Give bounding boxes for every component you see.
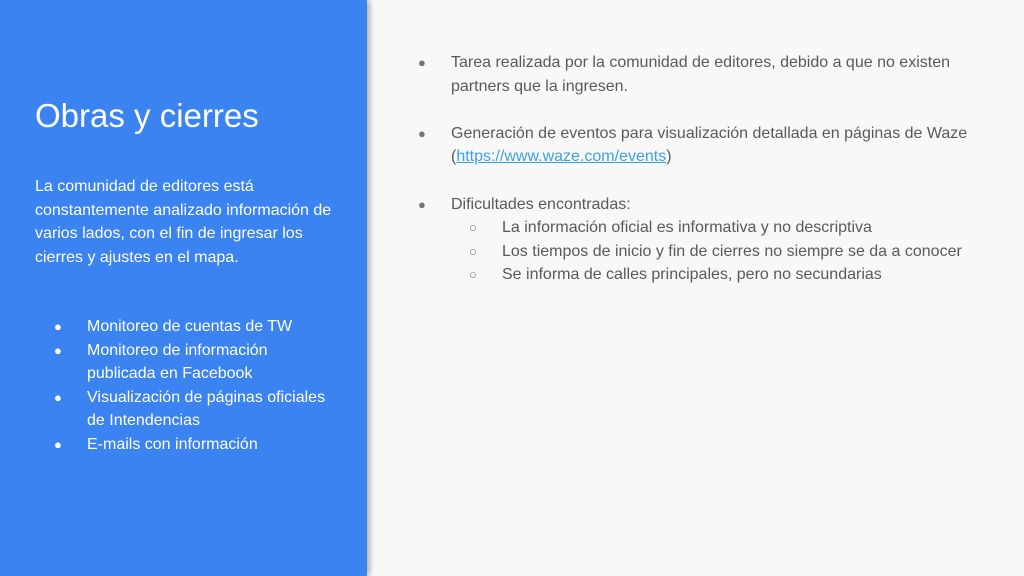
list-item	[35, 386, 335, 433]
sub-list-item	[451, 263, 998, 287]
list-item	[418, 122, 998, 169]
bullet-icon: ●	[54, 319, 62, 334]
list-item-text: Monitoreo de información publicada en Facebook	[87, 341, 268, 383]
slide-title: Obras y cierres	[35, 97, 259, 134]
bullet-icon: ●	[54, 436, 62, 452]
list-item	[418, 51, 998, 98]
bullet-icon: ●	[54, 389, 62, 405]
sub-list-item-text: Los tiempos de inicio y fin de cierres no siempre se da a conocer	[502, 242, 962, 260]
hollow-bullet-icon: ○	[469, 220, 477, 236]
sub-bullet-list	[451, 216, 998, 287]
waze-events-link[interactable]: https://www.waze.com/events	[456, 148, 667, 166]
bullet-icon: ●	[418, 55, 426, 70]
hollow-bullet-icon: ○	[469, 243, 477, 259]
hollow-bullet-icon: ○	[469, 267, 477, 283]
list-item-text: Monitoreo de cuentas de TW	[87, 318, 293, 335]
sub-list-item-text: Se informa de calles principales, pero no secundarias	[502, 266, 882, 284]
sub-list-item	[451, 240, 998, 264]
sub-list-item	[451, 216, 998, 240]
list-item-text-before-link: Generación de eventos para visualización detallada en páginas de Waze (	[451, 124, 968, 166]
list-item-text: Visualización de páginas oficiales de Intendencias	[87, 388, 326, 430]
left-panel	[0, 0, 367, 576]
intro-paragraph: La comunidad de editores está constantemente analizado información de varios lados, con el fin de ingresar los cierres y ajustes en el mapa.	[35, 178, 332, 266]
list-item-text: E-mails con información	[87, 435, 258, 453]
list-item-text: Tarea realizada por la comunidad de editores, debido a que no existen partners que la ingresen.	[451, 54, 950, 95]
bullet-icon: ●	[418, 196, 426, 212]
right-bullet-list	[418, 51, 998, 311]
list-item-text-after-link: )	[666, 148, 672, 166]
list-item	[35, 433, 335, 457]
sub-list-item-text: La información oficial es informativa y no descriptiva	[502, 219, 872, 237]
list-item	[418, 193, 998, 287]
list-item	[35, 315, 335, 339]
list-item-text: Dificultades encontradas:	[451, 195, 631, 213]
bullet-icon: ●	[418, 125, 426, 141]
list-item	[35, 339, 335, 386]
left-bullet-list	[35, 315, 335, 457]
bullet-icon: ●	[54, 342, 62, 358]
